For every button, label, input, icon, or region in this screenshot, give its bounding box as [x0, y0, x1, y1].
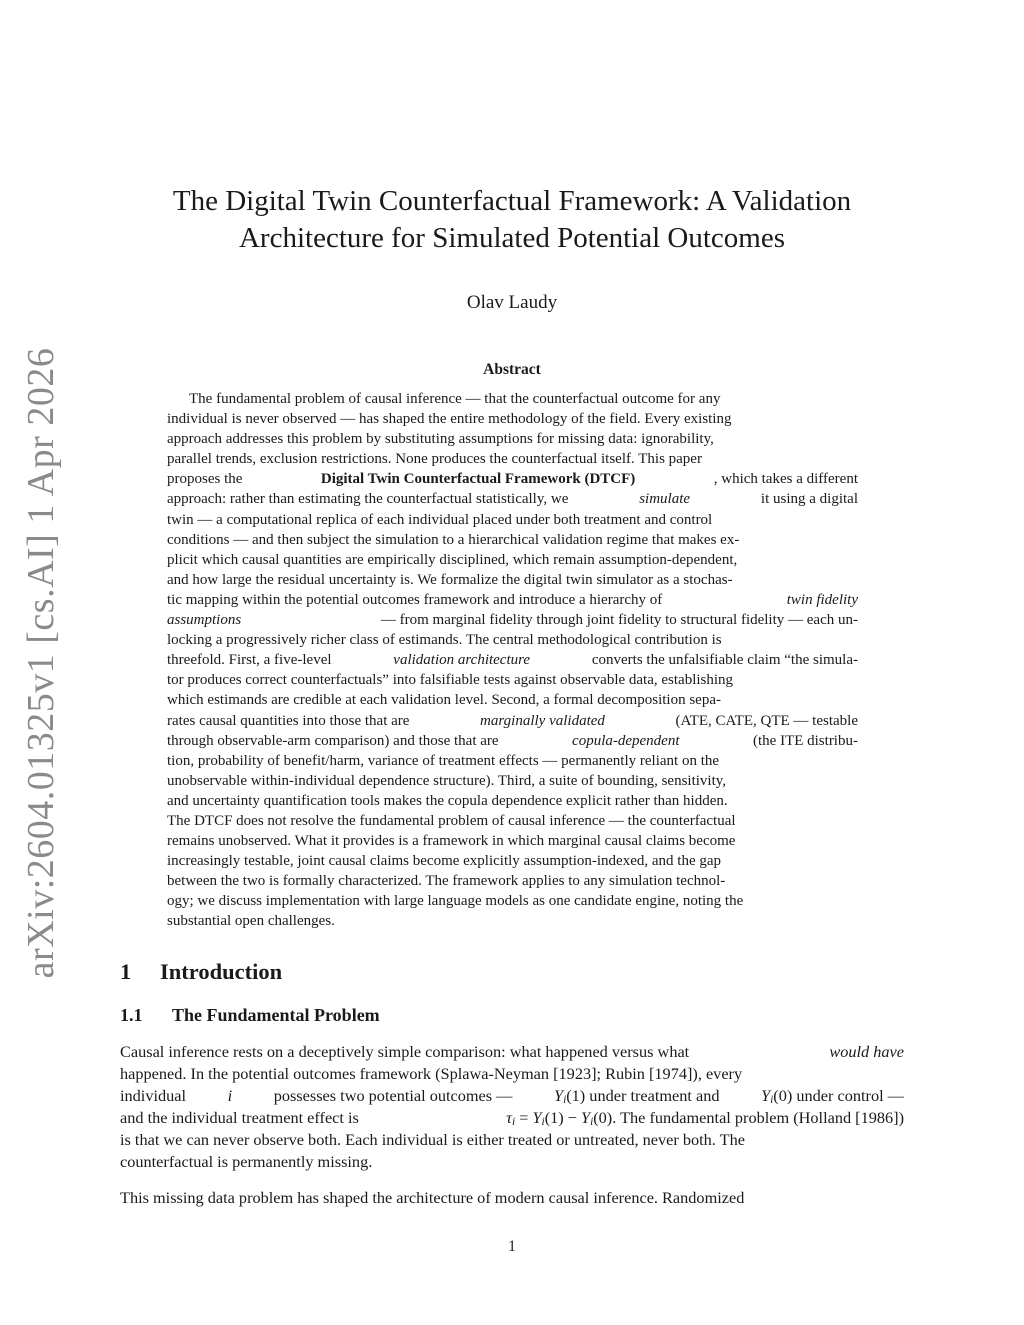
- paragraph-line: Causal inference rests on a deceptively simple comparison: what happened versus what would have: [120, 1042, 904, 1061]
- paragraph-line: and the individual treatment effect is $\tau_i = Y_i(1) - Y_i(0)$. The fundamental problem (Holland [1986]): [120, 1108, 904, 1129]
- paragraph-line: is that we can never observe both. Each individual is either treated or untreated, never both. The: [120, 1130, 745, 1150]
- abstract-line: conditions — and then subject the simulation to a hierarchical validation regime that makes ex-: [167, 531, 740, 548]
- abstract-line: The fundamental problem of causal inference — that the counterfactual outcome for any: [189, 391, 721, 407]
- math-ite: $\tau_i = Y_i(1) - Y_i(0)$. The fundamental problem (Holland [1986]): [506, 1108, 904, 1129]
- paragraph-line: happened. In the potential outcomes framework (Splawa-Neyman [1923]; Rubin [1974]), every: [120, 1064, 743, 1084]
- abstract-line: locking a progressively richer class of estimands. The central methodological contribution is: [167, 632, 722, 649]
- abstract-line: threefold. First, a five-level validation architecture converts the unfalsifiable claim “the simula-: [167, 652, 858, 669]
- abstract-line: ogy; we discuss implementation with large language models as one candidate engine, noting the: [167, 893, 744, 910]
- math-y1: $Y_i(1)$ under treatment and: [554, 1086, 720, 1107]
- subsection-heading: [120, 1005, 380, 1026]
- abstract-line: which estimands are credible at each validation level. Second, a formal decomposition sepa-: [167, 692, 721, 709]
- math-y0: $Y_i(0)$ under control —: [761, 1086, 904, 1107]
- subsection-title: The Fundamental Problem: [172, 1005, 380, 1025]
- paragraph-line: individual i possesses two potential outcomes — $Y_i(1)$ under treatment and $Y_i(0)$ under control —: [120, 1086, 904, 1107]
- math-i: i: [227, 1086, 233, 1106]
- paper-title: [120, 183, 904, 257]
- abstract-line: twin — a computational replica of each individual placed under both treatment and control: [167, 511, 713, 528]
- abstract-line: and how large the residual uncertainty is. We formalize the digital twin simulator as a stochas-: [167, 571, 733, 588]
- abstract-line: between the two is formally characterized. The framework applies to any simulation technol-: [167, 873, 726, 890]
- abstract-line: The DTCF does not resolve the fundamental problem of causal inference — the counterfactual: [167, 812, 736, 829]
- section-number: 1: [120, 959, 132, 984]
- abstract-line: approach: rather than estimating the counterfactual statistically, we simulate it using a digital: [167, 491, 858, 508]
- abstract-line: parallel trends, exclusion restrictions. None produces the counterfactual itself. This paper: [167, 451, 702, 468]
- page-number: 1: [508, 1238, 516, 1255]
- abstract-line: tion, probability of benefit/harm, variance of treatment effects — permanently reliant on the: [167, 752, 720, 769]
- author-name: Olav Laudy: [466, 292, 558, 313]
- abstract-heading: Abstract: [483, 361, 541, 378]
- abstract-line: increasingly testable, joint causal claims become explicitly assumption-indexed, and the gap: [167, 853, 722, 870]
- abstract-line: individual is never observed — has shaped the entire methodology of the field. Every existing: [167, 411, 732, 428]
- abstract-line: rates causal quantities into those that are marginally validated (ATE, CATE, QTE — testable: [167, 712, 858, 729]
- arxiv-id: arXiv:2604.01325v1 [cs.AI] 1 Apr 2026: [20, 347, 62, 979]
- abstract-line: substantial open challenges.: [167, 913, 335, 930]
- subsection-number: 1.1: [120, 1005, 143, 1025]
- abstract-line: assumptions — from marginal fidelity through joint fidelity to structural fidelity — each un-: [167, 612, 858, 629]
- abstract-body: [167, 389, 858, 932]
- section-title: Introduction: [160, 959, 283, 984]
- abstract-line: through observable-arm comparison) and those that are copula-dependent (the ITE distribu-: [167, 732, 858, 749]
- abstract-line: proposes the Digital Twin Counterfactual Framework (DTCF) , which takes a different: [167, 469, 858, 489]
- abstract-line: tor produces correct counterfactuals” into falsifiable tests against observable data, establishing: [167, 672, 734, 689]
- abstract-line: and uncertainty quantification tools makes the copula dependence explicit rather than hidden.: [167, 792, 728, 809]
- title-line: The Digital Twin Counterfactual Framework: A Validation: [172, 185, 852, 217]
- title-line: Architecture for Simulated Potential Outcomes: [238, 222, 785, 254]
- abstract-line: plicit which causal quantities are empirically disciplined, which remain assumption-dependent,: [167, 551, 738, 568]
- section-heading: [120, 959, 282, 985]
- paragraph-line: This missing data problem has shaped the architecture of modern causal inference. Randomized: [120, 1188, 745, 1207]
- framework-name: Digital Twin Counterfactual Framework (DTCF): [320, 471, 636, 488]
- body-paragraph: [120, 1041, 904, 1174]
- abstract-line: tic mapping within the potential outcomes framework and introduce a hierarchy of twin fidelity: [167, 591, 858, 608]
- abstract-line: remains unobserved. What it provides is a framework in which marginal causal claims become: [167, 833, 736, 850]
- body-paragraph: [120, 1187, 904, 1209]
- paragraph-line: counterfactual is permanently missing.: [120, 1152, 373, 1172]
- abstract-line: unobservable within-individual dependence structure). Third, a suite of bounding, sensitivity,: [167, 772, 727, 789]
- abstract-line: approach addresses this problem by substituting assumptions for missing data: ignorability,: [167, 431, 714, 448]
- arxiv-side-stamp: [20, 347, 62, 979]
